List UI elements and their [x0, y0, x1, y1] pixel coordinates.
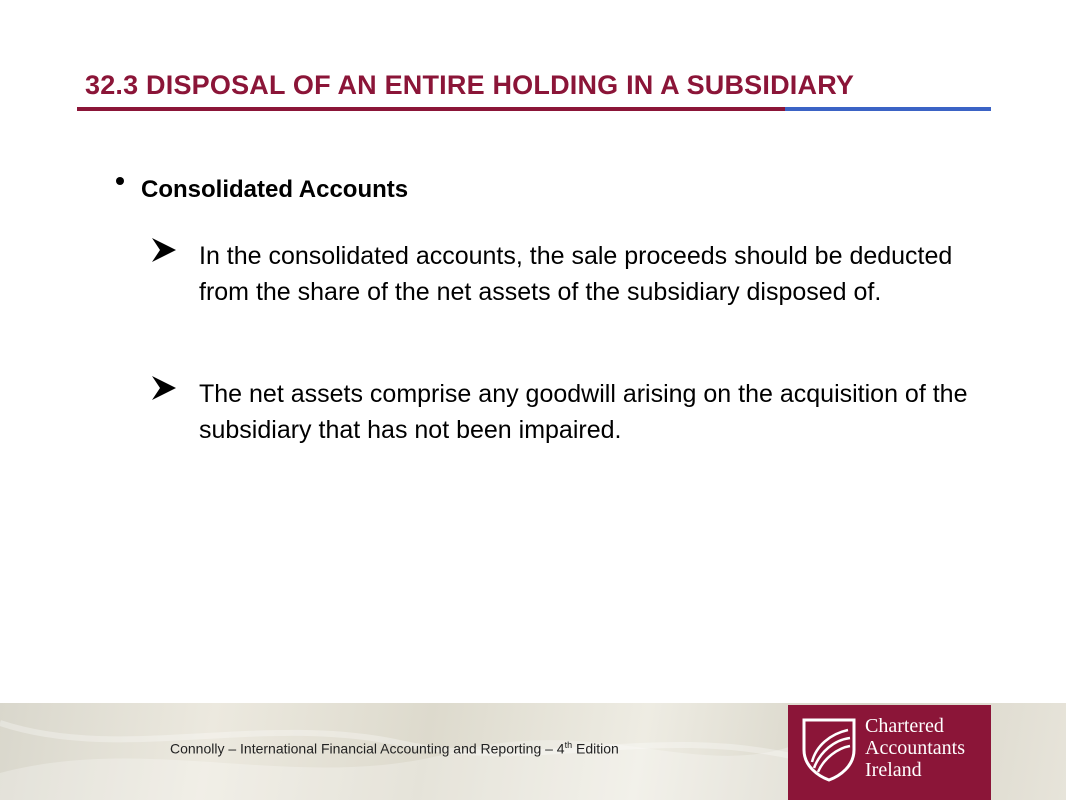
title-rule-accent: [785, 107, 991, 111]
bullet-point-2: The net assets comprise any goodwill arising on the acquisition of the subsidiary that has not been impaired.: [199, 380, 968, 444]
footer-citation: Connolly – International Financial Accounting and Reporting – 4th Edition: [170, 740, 619, 757]
section-heading: Consolidated Accounts: [141, 176, 409, 203]
arrowhead-icon: [150, 374, 178, 402]
bullet-point-1: In the consolidated accounts, the sale proceeds should be deducted from the share of the net assets of the subsidiary disposed of.: [199, 242, 953, 306]
slide-title: 32.3 DISPOSAL OF AN ENTIRE HOLDING IN A SUBSIDIARY: [85, 70, 855, 100]
bullet-dot-icon: [116, 177, 124, 185]
arrowhead-icon: [150, 236, 178, 264]
title-rule: [77, 107, 785, 111]
shield-logo-icon: [800, 716, 858, 782]
logo-wordmark: [865, 715, 965, 781]
logo-line-1: Chartered: [865, 715, 944, 737]
logo-line-2: Accountants: [865, 737, 965, 759]
logo-line-3: Ireland: [865, 759, 922, 781]
